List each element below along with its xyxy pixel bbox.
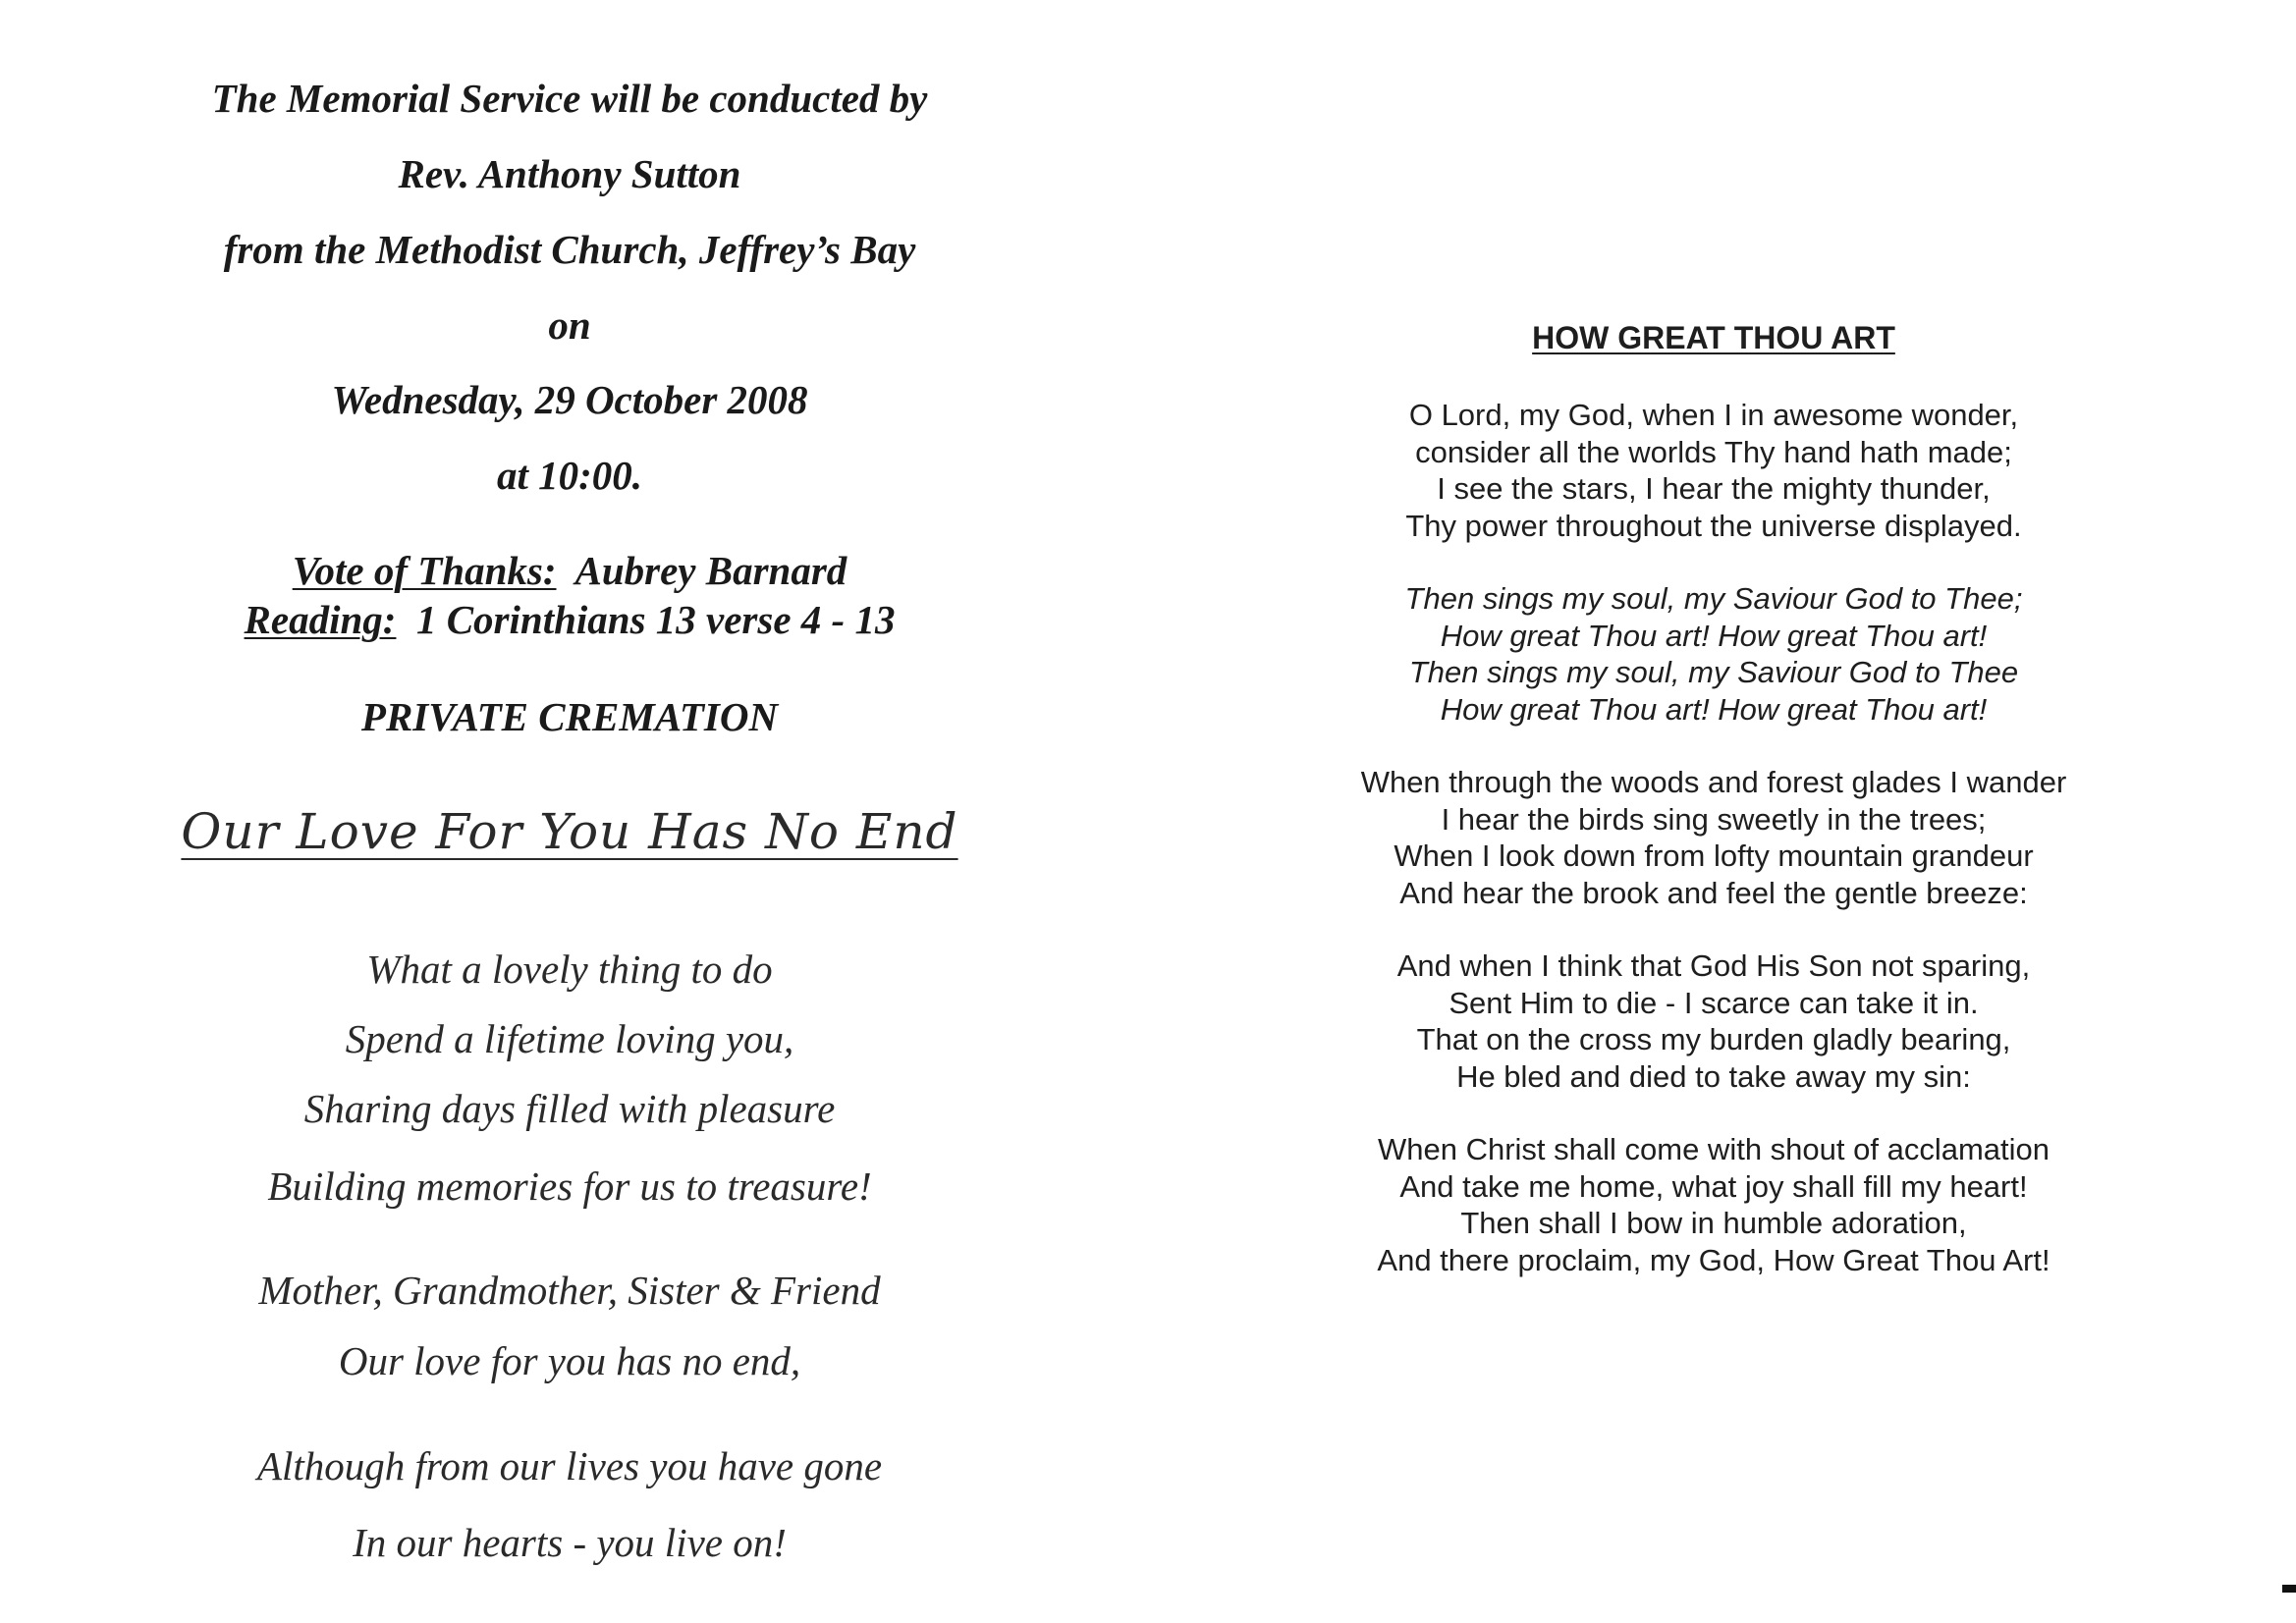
service-date: Wednesday, 29 October 2008 — [331, 377, 808, 422]
church-name: from the Methodist Church, Jeffrey’s Bay — [223, 227, 916, 272]
poem-line: Spend a lifetime loving you, — [345, 1016, 794, 1061]
reading-line — [167, 596, 972, 643]
poem-line: Mother, Grandmother, Sister & Friend — [258, 1268, 881, 1313]
poem-line: Although from our lives you have gone — [256, 1443, 883, 1488]
hymn-verse-2 — [1277, 764, 2151, 911]
hymn-line: How great Thou art! How great Thou art! — [1440, 691, 1988, 727]
hymn-verse-4 — [1277, 1131, 2151, 1278]
poem-title-wrap — [167, 803, 972, 860]
hymn-line: That on the cross my burden gladly bearing, — [1416, 1022, 2011, 1056]
hymn-line: And when I think that God His Son not sparing, — [1396, 948, 2031, 983]
hymn-line: And there proclaim, my God, How Great Thou Art! — [1377, 1242, 2050, 1277]
reading-reference: 1 Corinthians 13 verse 4 - 13 — [415, 597, 896, 642]
hymn-line: And take me home, what joy shall fill my heart! — [1399, 1168, 2028, 1204]
hymn-verse-1 — [1277, 397, 2151, 544]
service-time: at 10:00. — [496, 453, 643, 498]
vote-of-thanks-name: Aubrey Barnard — [574, 548, 847, 593]
poem-line: Building memories for us to treasure! — [267, 1163, 872, 1209]
hymn-chorus — [1277, 580, 2151, 728]
service-intro-line: The Memorial Service will be conducted by — [211, 76, 928, 121]
hymn-verse-3 — [1277, 947, 2151, 1095]
cremation-notice: PRIVATE CREMATION — [360, 694, 779, 739]
on-text: on — [548, 302, 591, 348]
scan-edge-mark — [2282, 1585, 2296, 1593]
hymn-line: I hear the birds sing sweetly in the trees; — [1441, 801, 1987, 837]
poem-line: In our hearts - you live on! — [353, 1520, 787, 1565]
hymn-line: Then sings my soul, my Saviour God to Thee — [1408, 655, 2019, 689]
hymn-line: He bled and died to take away my sin: — [1456, 1058, 1971, 1094]
poem-line: What a lovely thing to do — [366, 947, 773, 992]
poem-line: Sharing days filled with pleasure — [303, 1086, 836, 1131]
poem-title: Our Love For You Has No End — [181, 803, 958, 860]
hymn-title: HOW GREAT THOU ART — [1532, 320, 1895, 355]
minister-name: Rev. Anthony Sutton — [398, 151, 741, 196]
hymn-line: When I look down from lofty mountain grandeur — [1394, 839, 2034, 873]
hymn-line: How great Thou art! How great Thou art! — [1440, 618, 1988, 653]
hymn-line: Thy power throughout the universe displayed. — [1405, 508, 2022, 543]
reading-label: Reading: — [244, 597, 397, 642]
hymn-line: Then shall I bow in humble adoration, — [1460, 1206, 1967, 1240]
hymn-line: Sent Him to die - I scarce can take it in. — [1449, 985, 1979, 1020]
hymn-line: And hear the brook and feel the gentle breeze: — [1399, 875, 2028, 910]
hymn-line: When through the woods and forest glades I wander — [1360, 765, 2067, 799]
vote-of-thanks-label: Vote of Thanks: — [292, 548, 557, 593]
hymn-line: Then sings my soul, my Saviour God to Thee; — [1404, 581, 2023, 616]
poem-line: Our love for you has no end, — [338, 1338, 801, 1383]
hymn-line: O Lord, my God, when I in awesome wonder, — [1408, 398, 2019, 432]
hymn-line: I see the stars, I hear the mighty thunder, — [1437, 471, 1991, 506]
hymn-line: When Christ shall come with shout of acclamation — [1377, 1132, 2050, 1166]
vote-of-thanks-line — [167, 547, 972, 594]
hymn-line: consider all the worlds Thy hand hath made; — [1415, 434, 2012, 469]
